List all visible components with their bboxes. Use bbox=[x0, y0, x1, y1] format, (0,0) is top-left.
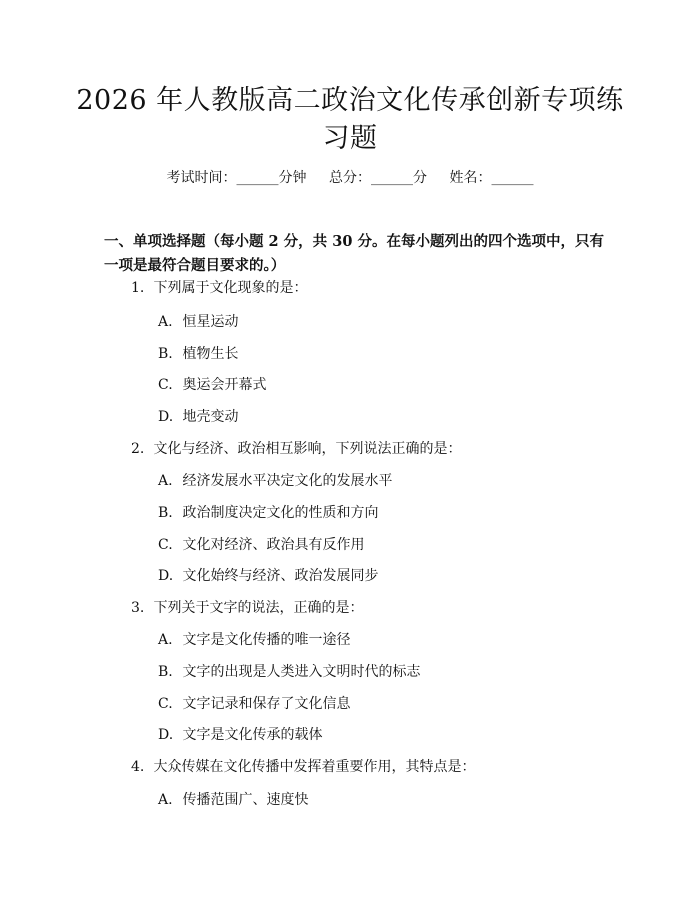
question-stem bbox=[131, 278, 307, 298]
answer-option bbox=[158, 630, 350, 650]
answer-option bbox=[158, 566, 378, 586]
option-letter: D. bbox=[158, 409, 174, 425]
section-heading: 一、单项选择题（每小题 2 分，共 30 分。在每小题列出的四个选项中，只有一项是最符合题目要求的。） bbox=[104, 233, 604, 274]
question-number: 3. bbox=[131, 600, 145, 616]
answer-option bbox=[158, 662, 420, 682]
option-letter: D. bbox=[158, 568, 174, 584]
option-letter: B. bbox=[158, 346, 173, 362]
question-text: 大众传媒在文化传播中发挥着重要作用，其特点是： bbox=[153, 759, 476, 775]
option-letter: A. bbox=[158, 792, 173, 808]
answer-option bbox=[158, 725, 322, 745]
option-text: 文化始终与经济、政治发展同步 bbox=[182, 568, 379, 584]
question-number: 2. bbox=[131, 441, 145, 457]
option-text: 文字的出现是人类进入文明时代的标志 bbox=[182, 664, 421, 680]
option-text: 文化对经济、政治具有反作用 bbox=[182, 537, 365, 553]
answer-option bbox=[158, 790, 308, 810]
answer-option bbox=[158, 503, 378, 523]
option-letter: A. bbox=[158, 632, 173, 648]
student-name-field: 姓名：______ bbox=[449, 170, 534, 186]
option-text: 文字是文化传播的唯一途径 bbox=[182, 632, 351, 648]
question-text: 文化与经济、政治相互影响，下列说法正确的是： bbox=[153, 441, 462, 457]
answer-option bbox=[158, 312, 238, 332]
answer-option bbox=[158, 375, 266, 395]
question-text: 下列属于文化现象的是： bbox=[153, 280, 308, 296]
option-letter: C. bbox=[158, 696, 173, 712]
option-text: 政治制度决定文化的性质和方向 bbox=[182, 505, 379, 521]
answer-option bbox=[158, 344, 238, 364]
option-letter: B. bbox=[158, 664, 173, 680]
question-stem bbox=[131, 439, 461, 459]
answer-option bbox=[158, 694, 350, 714]
document-title: 2026 年人教版高二政治文化传承创新专项练习题 bbox=[76, 85, 624, 154]
exam-time-field: 考试时间：______分钟 bbox=[166, 170, 307, 186]
exam-info-line bbox=[0, 168, 700, 188]
option-text: 文字是文化传承的载体 bbox=[182, 727, 323, 743]
question-stem bbox=[131, 598, 363, 618]
option-letter: C. bbox=[158, 377, 173, 393]
option-text: 经济发展水平决定文化的发展水平 bbox=[182, 473, 393, 489]
answer-option bbox=[158, 535, 364, 555]
answer-option bbox=[158, 407, 238, 427]
option-letter: D. bbox=[158, 727, 174, 743]
option-text: 文字记录和保存了文化信息 bbox=[182, 696, 351, 712]
option-letter: A. bbox=[158, 314, 173, 330]
question-number: 4. bbox=[131, 759, 145, 775]
option-letter: A. bbox=[158, 473, 173, 489]
option-letter: B. bbox=[158, 505, 173, 521]
option-text: 传播范围广、速度快 bbox=[182, 792, 309, 808]
option-text: 恒星运动 bbox=[182, 314, 239, 330]
option-letter: C. bbox=[158, 537, 173, 553]
total-score-field: 总分：______分 bbox=[329, 170, 427, 186]
option-text: 奥运会开幕式 bbox=[182, 377, 267, 393]
option-text: 植物生长 bbox=[182, 346, 239, 362]
question-text: 下列关于文字的说法，正确的是： bbox=[153, 600, 364, 616]
answer-option bbox=[158, 471, 392, 491]
question-stem bbox=[131, 757, 475, 777]
question-number: 1. bbox=[131, 280, 145, 296]
option-text: 地壳变动 bbox=[182, 409, 239, 425]
